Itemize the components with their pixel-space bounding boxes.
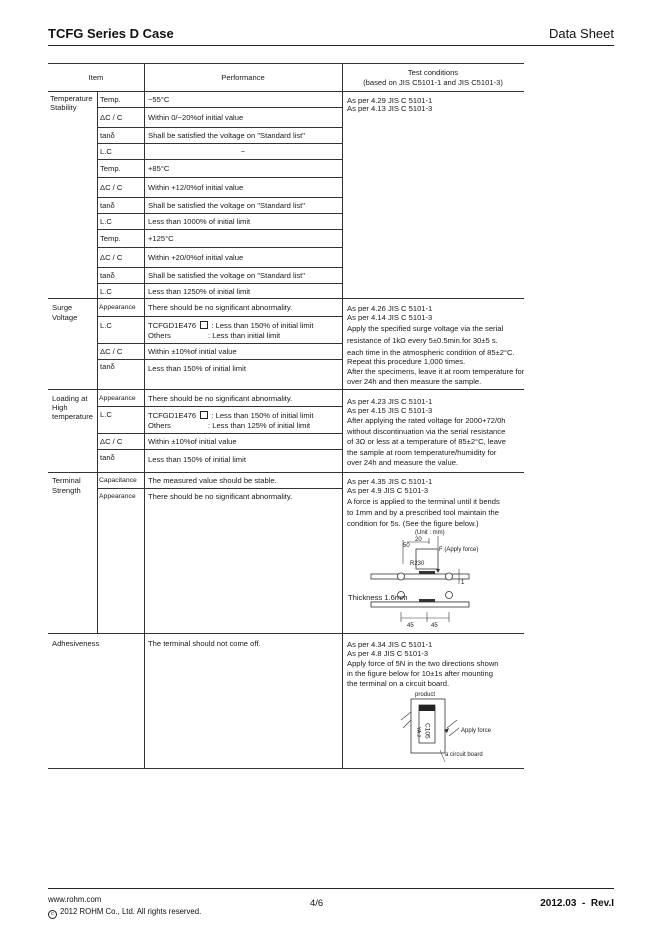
row-label: Temp. [100,234,121,243]
others-label: Others [148,331,171,340]
test-condition: resistance of 1kΩ every 5±0.5min.for 30±5 s. [347,336,498,345]
row-value: Less than 1000% of initial limit [148,217,251,226]
row-label: ΔC / C [100,437,123,446]
test-condition: As per 4.9 JIS C 5101-3 [347,486,429,495]
row-value: The terminal should not come off. [148,639,261,648]
product-label: product [415,692,436,698]
row-value: Shall be satisfied the voltage on "Standard list" [148,271,305,280]
row-value: There should be no significant abnormality. [148,492,293,501]
checkbox-square-icon [200,411,208,419]
footer-copyright [48,907,201,919]
row-label: tanδ [100,201,115,210]
dimension-20: 20 [415,537,422,543]
row-label: ΔC / C [100,253,123,262]
footer-divider [48,888,614,889]
row-value: +125°C [148,234,174,243]
row-label: Temp. [100,95,121,104]
row-value: Within +20/0%of initial value [148,253,244,262]
page-number: 4/6 [310,898,324,909]
part-limit: : Less than 150% of initial limit [211,321,314,330]
row-label: Appearance [99,304,136,311]
revision: 2012.03 - Rev.I [540,898,614,909]
apply-force-label: Apply force [461,728,492,734]
row-label: tanδ [100,453,115,462]
others-limit: : Less than initial limit [208,331,281,340]
footer-website[interactable]: www.rohm.com [48,895,102,904]
dimension-45-left: 45 [407,623,414,629]
chip-mark: YA J [414,726,421,737]
col-header-test-line2: (based on JIS C5101-1 and JIS C5101-3) [363,78,503,87]
row-value: Within ±10%of initial value [148,347,237,356]
row-value: There should be no significant abnormality. [148,394,293,403]
row-value: Less than 1250% of initial limit [148,287,251,296]
test-condition: Repeat this procedure 1,000 times. [347,357,466,366]
part-number: TCFGD1E476 [148,321,197,330]
document-type: Data Sheet [548,26,614,41]
item-adhesiveness: Adhesiveness [52,639,100,648]
row-label: ΔC / C [100,183,123,192]
item-temperature-stability-line2: Stability [50,103,77,112]
item-terminal-strength-line2: Strength [52,486,81,495]
row-label: Temp. [100,164,121,173]
row-label: Appearance [99,395,136,402]
item-temperature-stability: Temperature [50,94,93,103]
test-condition: As per 4.29 JIS C 5101-1 [347,96,433,105]
test-condition: of 3Ω or less at a temperature of 85±2°C, leave [347,437,506,446]
bend-test-diagram [345,528,523,632]
test-condition: As per 4.14 JIS C 5101-3 [347,313,433,322]
item-terminal-strength: Terminal [52,476,81,485]
row-value: Less than 150% of initial limit [148,455,246,464]
test-condition: over 24h and then measure the sample. [347,377,482,386]
test-condition: over 24h and measure the value. [347,458,459,467]
apply-force-label: F (Apply force) [439,547,479,553]
test-condition: As per 4.15 JIS C 5101-3 [347,406,433,415]
test-condition: each time in the atmospheric condition of 85±2°C. [347,348,515,357]
item-loading-high-temp-line2: High [52,403,68,412]
row-value: Shall be satisfied the voltage on "Standard list" [148,131,305,140]
test-condition: As per 4.35 JIS C 5101-1 [347,477,433,486]
row-value: Within +12/0%of initial value [148,183,244,192]
row-label: tanδ [100,362,115,371]
row-value: +85°C [148,164,170,173]
row-label: L.C [100,410,112,419]
row-value: The measured value should be stable. [148,476,277,485]
radius-label: R230 [410,561,425,567]
test-condition: Apply force of 5N in the two directions shown [347,659,499,668]
circuit-board-label: a circuit board [445,752,483,758]
unit-label: (Unit : mm) [415,530,445,536]
document-title: TCFG Series D Case [48,26,174,41]
chip-code: C105 [423,723,431,739]
header-divider [48,45,614,46]
dimension-50: 50 [403,543,410,549]
test-condition: After applying the rated voltage for 2000+72/0h [347,416,506,425]
row-value: Within ±10%of initial value [148,437,237,446]
row-label: Capacitance [99,477,137,484]
col-header-item: Item [88,73,104,82]
bend-test-figure [345,528,523,632]
row-value [148,411,314,421]
row-value: Within 0/−20%of initial value [148,113,244,122]
thickness-label: Thickness 1.6mm [348,593,408,602]
test-condition: in the figure below for 10±1s after mounting [347,669,494,678]
others-limit: : Less than 125% of initial limit [208,421,311,430]
row-value: − [240,147,246,156]
row-label: L.C [100,217,112,226]
item-loading-high-temp: Loading at [52,394,88,403]
adhesion-test-figure [395,690,505,762]
test-condition: to 1mm and by a prescribed tool maintain the [347,508,499,517]
test-condition: Apply the specified surge voltage via the serial [347,324,504,333]
part-number: TCFGD1E476 [148,411,197,420]
copyright-icon: c [48,910,57,919]
test-condition: As per 4.34 JIS C 5101-1 [347,640,433,649]
row-label: tanδ [100,131,115,140]
test-condition: the terminal on a circuit board. [347,679,450,688]
row-value [148,321,314,331]
dimension-45-right: 45 [431,623,438,629]
test-condition: After the specimens, leave it at room temperature for [347,367,525,376]
test-condition: As per 4.26 JIS C 5101-1 [347,304,433,313]
item-surge-voltage-line2: Voltage [52,313,78,322]
row-label: ΔC / C [100,113,123,122]
row-label: tanδ [100,271,115,280]
col-header-test-line1: Test conditions [407,68,459,77]
row-value: There should be no significant abnormality. [148,303,293,312]
test-condition: condition for 5s. (See the figure below.) [347,519,479,528]
col-header-performance: Performance [221,73,265,82]
test-condition: A force is applied to the terminal until it bends [347,497,500,506]
row-label: L.C [100,321,112,330]
row-label: ΔC / C [100,347,123,356]
row-label: L.C [100,287,112,296]
checkbox-square-icon [200,321,208,329]
row-label: L.C [100,147,112,156]
test-condition: As per 4.23 JIS C 5101-1 [347,397,433,406]
test-condition: As per 4.13 JIS C 5101-3 [347,104,433,113]
others-label: Others [148,421,171,430]
dimension-1: 1 [461,580,465,586]
test-condition: without discontinuation via the serial resistance [347,427,506,436]
copyright-text: 2012 ROHM Co., Ltd. All rights reserved. [60,907,202,916]
row-label: Appearance [99,493,136,500]
row-value: Less than 150% of initial limit [148,364,246,373]
row-value: −55°C [148,95,170,104]
test-condition: the sample at room temperature/humidity for [347,448,497,457]
item-loading-high-temp-line3: temperature [52,412,93,421]
test-condition: As per 4.8 JIS C 5101-3 [347,649,429,658]
item-surge-voltage: Surge [52,303,73,312]
row-value: Shall be satisfied the voltage on "Standard list" [148,201,305,210]
part-limit: : Less than 150% of initial limit [211,411,314,420]
